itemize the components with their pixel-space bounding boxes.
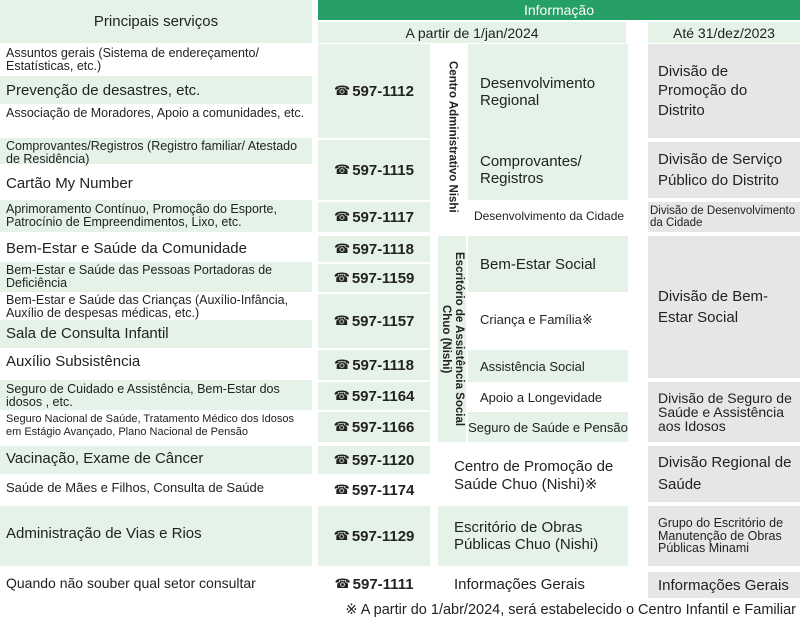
phone-cell — [318, 294, 430, 348]
section-child-family — [468, 294, 628, 346]
old-general-info — [648, 572, 800, 598]
from-date-label: A partir de 1/jan/2024 — [405, 24, 539, 41]
section-health-promotion-center — [438, 446, 630, 504]
service-roads-rivers: Administração de Vias e Rios — [6, 525, 202, 542]
phone-cell — [318, 570, 430, 598]
service-unknown-sector: Quando não souber qual setor consultar — [6, 575, 256, 591]
phone-cell — [318, 446, 430, 474]
phone-number: 597-1174 — [351, 481, 415, 499]
phone-cell — [318, 350, 430, 380]
until-date-label: Até 31/dez/2023 — [673, 24, 775, 41]
phone-icon: ☎ — [333, 388, 350, 403]
phone-cell — [318, 476, 430, 504]
service-vaccination: Vacinação, Exame de Câncer — [6, 450, 204, 467]
office-welfare-label: Escritório de Assistência Social Chuo (Nishi) — [440, 251, 466, 427]
old-health-insurance-elderly — [648, 382, 800, 442]
phone-number: 597-1120 — [351, 451, 415, 469]
service-subsistence: Auxílio Subsistência — [6, 353, 141, 370]
phone-number: 597-1129 — [351, 527, 415, 545]
service-general-affairs: Assuntos gerais (Sistema de endereçamento/ Estatísticas, etc.) — [6, 46, 259, 73]
phone-icon: ☎ — [334, 357, 351, 372]
service-certificates: Comprovantes/Registros (Registro familiar/ Atestado de Residência) — [6, 139, 298, 166]
phone-number: 597-1118 — [352, 240, 414, 258]
section-regional-development-label: Desenvolvimento Regional — [480, 75, 596, 109]
phone-column — [318, 44, 430, 604]
service-child-welfare: Bem-Estar e Saúde das Crianças (Auxílio-Infância, Auxílio de despesas médicas, etc.) — [6, 293, 289, 320]
office-nishi-admin-label: Centro Administrativo Nishi — [446, 61, 459, 213]
phone-number: 597-1159 — [351, 269, 415, 287]
phone-number: 597-1157 — [351, 312, 415, 330]
phone-cell — [318, 44, 430, 138]
section-health-promotion-center-label: Centro de Promoção de Saúde Chuo (Nishi)※ — [454, 457, 614, 493]
section-certificates-label: Comprovantes/ Registros — [480, 153, 582, 187]
phone-icon: ☎ — [333, 482, 350, 497]
phone-icon: ☎ — [333, 270, 350, 285]
services-header-label: Principais serviços — [93, 13, 219, 30]
phone-number: 597-1115 — [352, 161, 414, 179]
old-public-service — [648, 142, 800, 198]
phone-icon: ☎ — [333, 528, 350, 543]
phone-icon: ☎ — [333, 313, 350, 328]
section-longevity-support — [468, 382, 628, 412]
old-regional-health — [648, 446, 800, 502]
services-header — [0, 0, 312, 43]
phone-cell — [318, 506, 430, 566]
old-city-development-label: Divisão de Desenvolvimento da Cidade — [650, 205, 796, 229]
phone-number: 597-1118 — [352, 356, 414, 374]
service-disaster-prevention: Prevenção de desastres, etc. — [6, 82, 201, 99]
old-public-service-label: Divisão de Serviço Público do Distrito — [658, 151, 783, 189]
section-social-welfare-label: Bem-Estar Social — [480, 255, 596, 273]
services-list — [0, 44, 312, 604]
phone-number: 597-1166 — [351, 418, 415, 436]
phone-cell — [318, 382, 430, 410]
footnote: ※ A partir do 1/abr/2024, será estabelecido o Centro Infantil e Familiar — [345, 602, 796, 618]
phone-cell — [318, 140, 430, 200]
service-maternal-health: Saúde de Mães e Filhos, Consulta de Saúde — [6, 480, 265, 495]
service-community-welfare: Bem-Estar e Saúde da Comunidade — [6, 240, 247, 257]
section-city-development — [468, 200, 630, 232]
new-sections — [438, 44, 630, 604]
service-disability-welfare: Bem-Estar e Saúde das Pessoas Portadoras de Deficiência — [6, 263, 273, 290]
old-general-info-label: Informações Gerais — [658, 576, 789, 594]
old-sections — [648, 44, 800, 604]
phone-cell — [318, 412, 430, 442]
phone-number: 597-1111 — [352, 575, 414, 593]
section-social-assistance-label: Assistência Social — [480, 358, 585, 374]
phone-icon: ☎ — [334, 209, 351, 224]
section-general-info-label: Informações Gerais — [454, 575, 585, 593]
old-district-promotion-label: Divisão de Promoção do Distrito — [658, 62, 748, 119]
old-social-welfare — [648, 236, 800, 378]
info-header-label: Informação — [523, 2, 595, 18]
phone-icon: ☎ — [333, 452, 350, 467]
old-public-works-group-label: Grupo do Escritório de Manutenção de Obras Públicas Minami — [658, 516, 784, 556]
phone-icon: ☎ — [334, 162, 351, 177]
phone-icon: ☎ — [333, 419, 350, 434]
section-general-info — [438, 570, 630, 598]
section-child-family-label: Criança e Família※ — [480, 312, 593, 327]
old-public-works-group — [648, 506, 800, 566]
section-city-development-label: Desenvolvimento da Cidade — [473, 209, 625, 223]
old-district-promotion — [648, 44, 800, 138]
service-continuous-improvement: Aprimoramento Contínuo, Promoção do Esporte, Patrocínio de Empreendimentos, Lixo, etc. — [6, 202, 277, 229]
section-health-pension-label: Seguro de Saúde e Pensão — [468, 419, 628, 435]
old-regional-health-label: Divisão Regional de Saúde — [658, 454, 792, 493]
service-child-consultation: Sala de Consulta Infantil — [6, 325, 169, 342]
phone-cell — [318, 202, 430, 232]
phone-number: 597-1112 — [352, 82, 414, 100]
section-public-works-office — [438, 506, 628, 566]
service-residents-association: Associação de Moradores, Apoio a comunidades, etc. — [6, 106, 305, 120]
section-social-assistance — [468, 350, 628, 382]
section-health-pension — [468, 412, 628, 442]
old-city-development — [648, 202, 800, 232]
section-certificates — [468, 140, 628, 200]
phone-number: 597-1117 — [352, 208, 414, 226]
phone-icon: ☎ — [334, 576, 351, 591]
service-my-number: Cartão My Number — [6, 175, 133, 192]
section-longevity-support-label: Apoio a Longevidade — [480, 389, 603, 405]
old-social-welfare-label: Divisão de Bem-Estar Social — [658, 288, 769, 326]
info-header — [318, 0, 800, 20]
phone-cell — [318, 236, 430, 262]
phone-icon: ☎ — [334, 83, 351, 98]
phone-number: 597-1164 — [351, 387, 415, 405]
until-date-header — [648, 22, 800, 43]
phone-cell — [318, 264, 430, 292]
service-care-insurance: Seguro de Cuidado e Assistência, Bem-Estar dos idosos , etc. — [6, 382, 280, 409]
old-health-insurance-elderly-label: Divisão de Seguro de Saúde e Assistência aos Idosos — [658, 390, 792, 434]
from-date-header — [318, 22, 626, 43]
phone-icon: ☎ — [334, 241, 351, 256]
section-public-works-office-label: Escritório de Obras Públicas Chuo (Nishi) — [454, 519, 599, 553]
service-national-health: Seguro Nacional de Saúde, Tratamento Médico dos Idosos em Estágio Avançado, Plano Nacional de Pensão — [6, 413, 295, 439]
section-regional-development — [468, 44, 628, 140]
section-social-welfare — [468, 236, 628, 292]
